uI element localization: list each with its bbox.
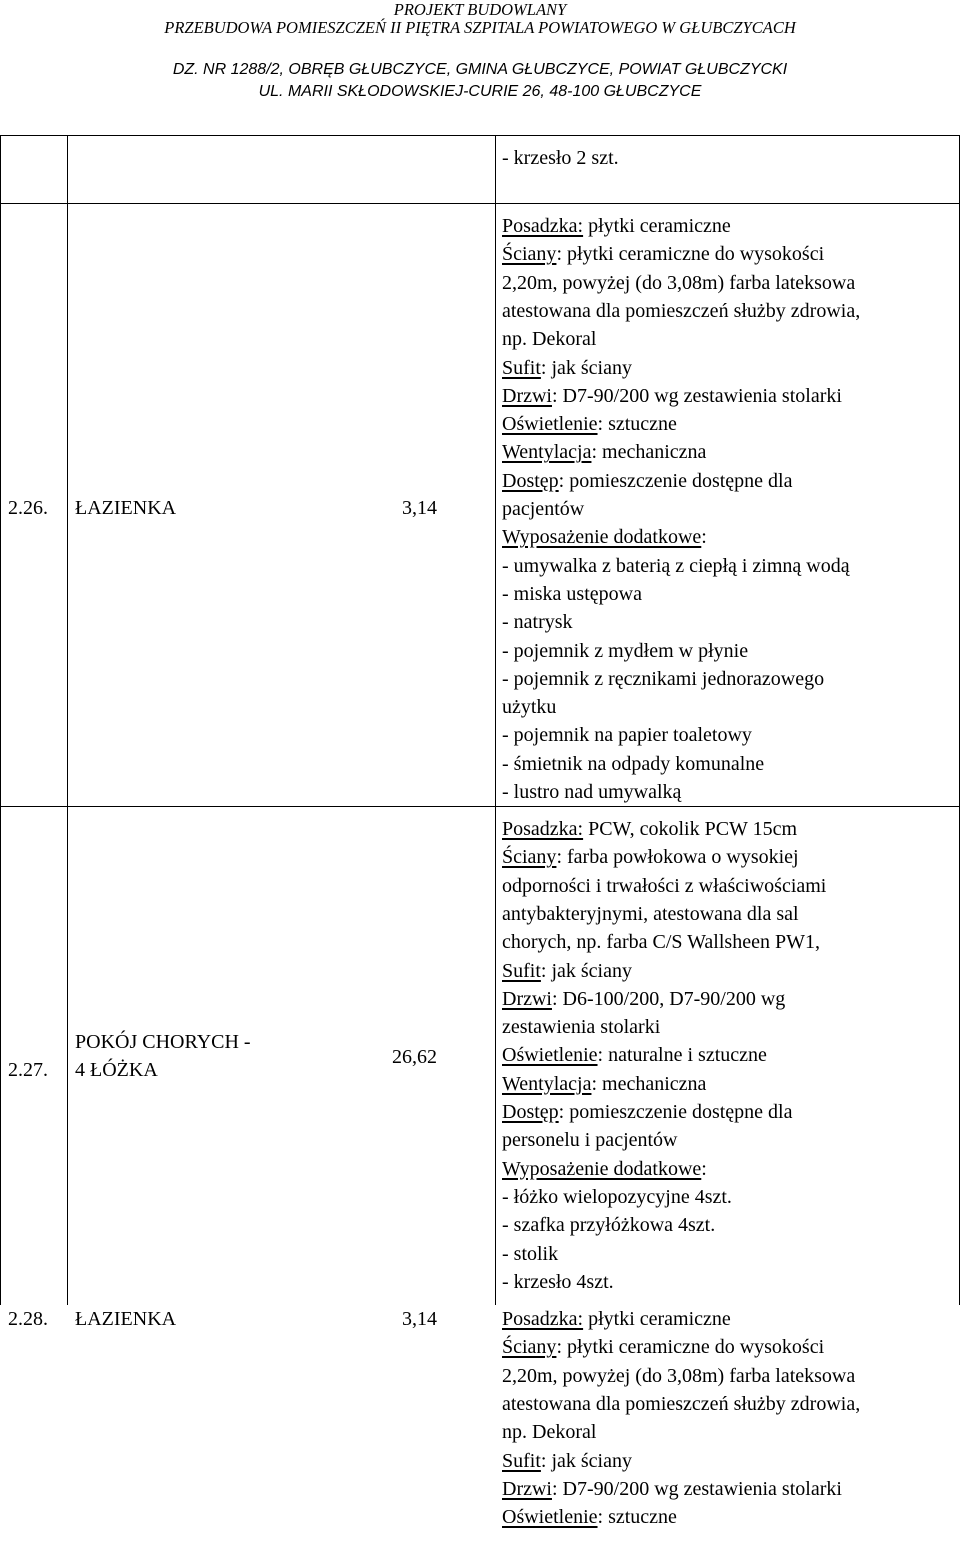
description-line xyxy=(502,1305,731,1333)
description-text: atestowana dla pomieszczeń służby zdrowia, xyxy=(502,299,861,322)
description-label: Posadzka: xyxy=(502,1308,584,1330)
description-line xyxy=(502,1362,855,1390)
description-line xyxy=(502,1418,596,1446)
table-vertical-line xyxy=(495,806,496,1305)
description-text: : mechaniczna xyxy=(591,1072,707,1095)
description-text: 2,20m, powyżej (do 3,08m) farba lateksowa xyxy=(502,1364,856,1387)
description-label: Dostęp xyxy=(502,1101,559,1123)
description-line xyxy=(502,552,850,580)
description-line xyxy=(502,1240,558,1268)
description-line xyxy=(502,438,706,466)
description-line xyxy=(502,1041,767,1069)
description-label: Oświetlenie xyxy=(502,413,598,436)
description-text: : płytki ceramiczne do wysokości xyxy=(556,243,825,266)
description-line xyxy=(502,985,785,1013)
description-line xyxy=(502,269,855,297)
description-line xyxy=(502,580,642,608)
description-text: np. Dekoral xyxy=(502,1421,597,1444)
description-text: : jak ściany xyxy=(540,356,632,379)
header-line-2: PRZEBUDOWA POMIESZCZEŃ II PIĘTRA SZPITALA POWIATOWEGO W GŁUBCZYCACH xyxy=(164,18,796,37)
description-text: : płytki ceramiczne do wysokości xyxy=(556,1336,825,1359)
description-text: - krzesło 2 szt. xyxy=(502,147,619,169)
description-text: : mechaniczna xyxy=(591,441,707,464)
description-line xyxy=(502,212,731,240)
description-line xyxy=(502,872,826,900)
table-horizontal-line xyxy=(0,203,960,204)
room-number: 2.28. xyxy=(8,1308,48,1330)
description-text: : jak ściany xyxy=(540,1449,632,1472)
room-name: POKÓJ CHORYCH - xyxy=(75,1031,251,1053)
description-line xyxy=(502,693,556,721)
description-label: Posadzka: xyxy=(502,215,584,237)
description-label: Ściany xyxy=(502,243,557,266)
description-label: Sufit xyxy=(502,959,541,982)
description-text: - pojemnik z ręcznikami jednorazowego xyxy=(502,667,825,690)
description-line xyxy=(502,928,820,956)
table-horizontal-line xyxy=(0,135,960,136)
description-line xyxy=(502,900,799,928)
room-area: 26,62 xyxy=(392,1046,437,1068)
room-number: 2.27. xyxy=(8,1059,48,1081)
description-label: Dostęp xyxy=(502,469,559,492)
description-text: : farba powłokowa o wysokiej xyxy=(556,846,799,869)
description-text: : D7-90/200 wg zestawienia stolarki xyxy=(551,1477,842,1500)
description-line xyxy=(502,1098,792,1126)
description-label: Wentylacja xyxy=(502,441,592,464)
description-text: : sztuczne xyxy=(597,413,677,436)
description-line xyxy=(502,325,596,353)
table-vertical-line xyxy=(0,806,1,1305)
table-vertical-line xyxy=(67,203,68,806)
description-text: - pojemnik z mydłem w płynie xyxy=(502,639,749,662)
description-text: : xyxy=(701,1157,707,1180)
table-vertical-line xyxy=(495,135,496,203)
description-line xyxy=(502,637,748,665)
description-label: Ściany xyxy=(502,846,557,869)
header-line-4: UL. MARII SKŁODOWSKIEJ-CURIE 26, 48-100 GŁUBCZYCE xyxy=(258,83,702,100)
description-text: - łóżko wielopozycyjne 4szt. xyxy=(502,1185,732,1208)
description-line xyxy=(502,1183,732,1211)
description-text: odporności i trwałości z właściwościami xyxy=(502,874,827,897)
description-label: Wyposażenie dodatkowe xyxy=(502,1157,702,1180)
header-line-1: PROJEKT BUDOWLANY xyxy=(393,0,567,19)
description-line xyxy=(502,1211,715,1239)
description-text: : D7-90/200 wg zestawienia stolarki xyxy=(551,384,842,407)
description-text: atestowana dla pomieszczeń służby zdrowia, xyxy=(502,1392,861,1415)
description-text: - krzesło 4szt. xyxy=(502,1270,614,1293)
description-line xyxy=(502,382,842,410)
description-text: chorych, np. farba C/S Wallsheen PW1, xyxy=(502,931,820,954)
table-vertical-line xyxy=(495,203,496,806)
description-text: użytku xyxy=(502,696,557,719)
description-line xyxy=(502,1013,660,1041)
description-text: płytki ceramiczne xyxy=(583,1308,731,1330)
description-line xyxy=(502,240,824,268)
description-text: - stolik xyxy=(502,1242,559,1265)
table-vertical-line xyxy=(67,806,68,1305)
description-label: Posadzka: xyxy=(502,818,584,840)
description-text: np. Dekoral xyxy=(502,328,597,351)
description-line xyxy=(502,721,752,749)
description-label: Sufit xyxy=(502,356,541,379)
description-text: : pomieszczenie dostępne dla xyxy=(558,469,793,492)
room-number: 2.26. xyxy=(8,497,48,519)
description-label: Ściany xyxy=(502,1336,557,1359)
description-line xyxy=(502,410,677,438)
description-line xyxy=(502,843,799,871)
description-text: - natrysk xyxy=(502,611,573,634)
table-vertical-line xyxy=(0,203,1,806)
description-line xyxy=(502,1268,614,1296)
description-text: antybakteryjnymi, atestowana dla sal xyxy=(502,902,799,925)
description-label: Wentylacja xyxy=(502,1072,592,1095)
description-line xyxy=(502,1447,632,1475)
description-line xyxy=(502,608,573,636)
room-name: ŁAZIENKA xyxy=(75,1308,177,1330)
room-area: 3,14 xyxy=(402,497,437,519)
description-line xyxy=(502,1070,706,1098)
description-line xyxy=(502,144,619,172)
description-label: Drzwi xyxy=(502,384,552,407)
table-vertical-line xyxy=(67,135,68,203)
description-text: personelu i pacjentów xyxy=(502,1129,678,1152)
description-line xyxy=(502,297,860,325)
description-line xyxy=(502,1126,678,1154)
description-text: PCW, cokolik PCW 15cm xyxy=(583,818,797,840)
table-horizontal-line xyxy=(0,806,960,807)
description-label: Drzwi xyxy=(502,987,552,1010)
description-text: : sztuczne xyxy=(597,1506,677,1529)
description-text: - szafka przyłóżkowa 4szt. xyxy=(502,1214,716,1237)
description-text: - umywalka z baterią z ciepłą i zimną wodą xyxy=(502,554,850,577)
description-text: płytki ceramiczne xyxy=(583,215,731,237)
description-text: : D6-100/200, D7-90/200 wg xyxy=(551,987,786,1010)
description-text: : xyxy=(701,526,707,549)
description-line xyxy=(502,957,632,985)
description-line xyxy=(502,1503,677,1531)
description-line xyxy=(502,523,707,551)
description-label: Oświetlenie xyxy=(502,1044,598,1067)
description-label: Oświetlenie xyxy=(502,1506,598,1529)
description-line xyxy=(502,815,797,843)
description-line xyxy=(502,1390,860,1418)
description-text: - śmietnik na odpady komunalne xyxy=(502,752,765,775)
description-line xyxy=(502,354,632,382)
room-area: 3,14 xyxy=(402,1308,437,1330)
room-name: ŁAZIENKA xyxy=(75,497,177,519)
description-line xyxy=(502,495,584,523)
header-line-3: DZ. NR 1288/2, OBRĘB GŁUBCZYCE, GMINA GŁUBCZYCE, POWIAT GŁUBCZYCKI xyxy=(172,61,788,78)
description-line xyxy=(502,750,764,778)
description-line xyxy=(502,778,681,806)
description-text: : naturalne i sztuczne xyxy=(597,1044,767,1067)
description-label: Drzwi xyxy=(502,1477,552,1500)
description-label: Wyposażenie dodatkowe xyxy=(502,526,702,549)
description-text: - lustro nad umywalką xyxy=(502,781,682,803)
description-text: : jak ściany xyxy=(540,959,632,982)
description-line xyxy=(502,665,824,693)
description-line xyxy=(502,467,792,495)
description-label: Sufit xyxy=(502,1449,541,1472)
description-text: zestawienia stolarki xyxy=(502,1016,661,1039)
description-text: - pojemnik na papier toaletowy xyxy=(502,724,752,747)
room-name: 4 ŁÓŻKA xyxy=(75,1059,158,1082)
description-text: pacjentów xyxy=(502,498,585,520)
description-text: - miska ustępowa xyxy=(502,582,642,605)
description-line xyxy=(502,1333,824,1361)
description-text: 2,20m, powyżej (do 3,08m) farba lateksowa xyxy=(502,271,856,294)
table-vertical-line xyxy=(0,135,1,203)
description-line xyxy=(502,1155,707,1183)
description-text: : pomieszczenie dostępne dla xyxy=(558,1101,793,1123)
description-line xyxy=(502,1475,842,1503)
